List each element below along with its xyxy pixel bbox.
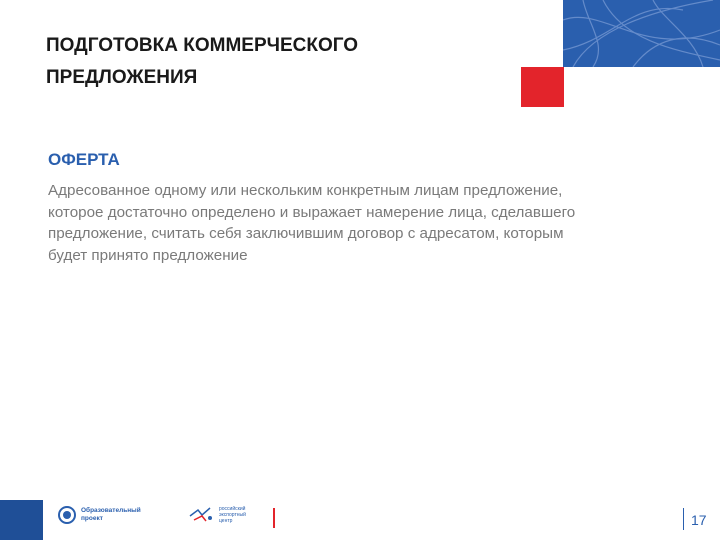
- logo-line: российский: [219, 506, 246, 512]
- rec-logo: [188, 506, 246, 524]
- slide-title-line: ПОДГОТОВКА КОММЕРЧЕСКОГО: [46, 35, 359, 56]
- logo-line: центр: [219, 518, 233, 524]
- definition-text: [48, 180, 688, 266]
- footer-red-divider: [273, 508, 275, 528]
- definition-line: Адресованное одному или нескольким конкретным лицам предложение,: [48, 182, 563, 199]
- logo-line: Образовательный: [81, 507, 141, 514]
- footer-blue-square: [0, 500, 43, 540]
- logo-line: экспортный: [219, 512, 246, 518]
- rec-logo-text: [219, 506, 246, 524]
- globe-logo-icon: [58, 506, 76, 524]
- definition-line: будет принято предложение: [48, 246, 248, 264]
- page-number: 17: [691, 512, 707, 528]
- education-project-logo-text: [81, 507, 141, 523]
- logo-line: проект: [81, 515, 103, 522]
- deco-blue-block: [563, 0, 720, 67]
- definition-line: которое достаточно определено и выражает намерение лица, сделавшего: [48, 203, 576, 221]
- section-heading: ОФЕРТА: [48, 150, 120, 169]
- page-number-divider: [683, 508, 684, 530]
- education-project-logo: [58, 506, 141, 524]
- deco-lines-icon: [563, 0, 720, 67]
- definition-line: предложение, считать себя заключившим договор с адресатом, которым: [48, 225, 564, 242]
- slide-title-line: ПРЕДЛОЖЕНИЯ: [46, 67, 198, 88]
- slide-title: [46, 30, 516, 94]
- rec-logo-icon: [188, 506, 216, 524]
- deco-red-block: [521, 67, 564, 107]
